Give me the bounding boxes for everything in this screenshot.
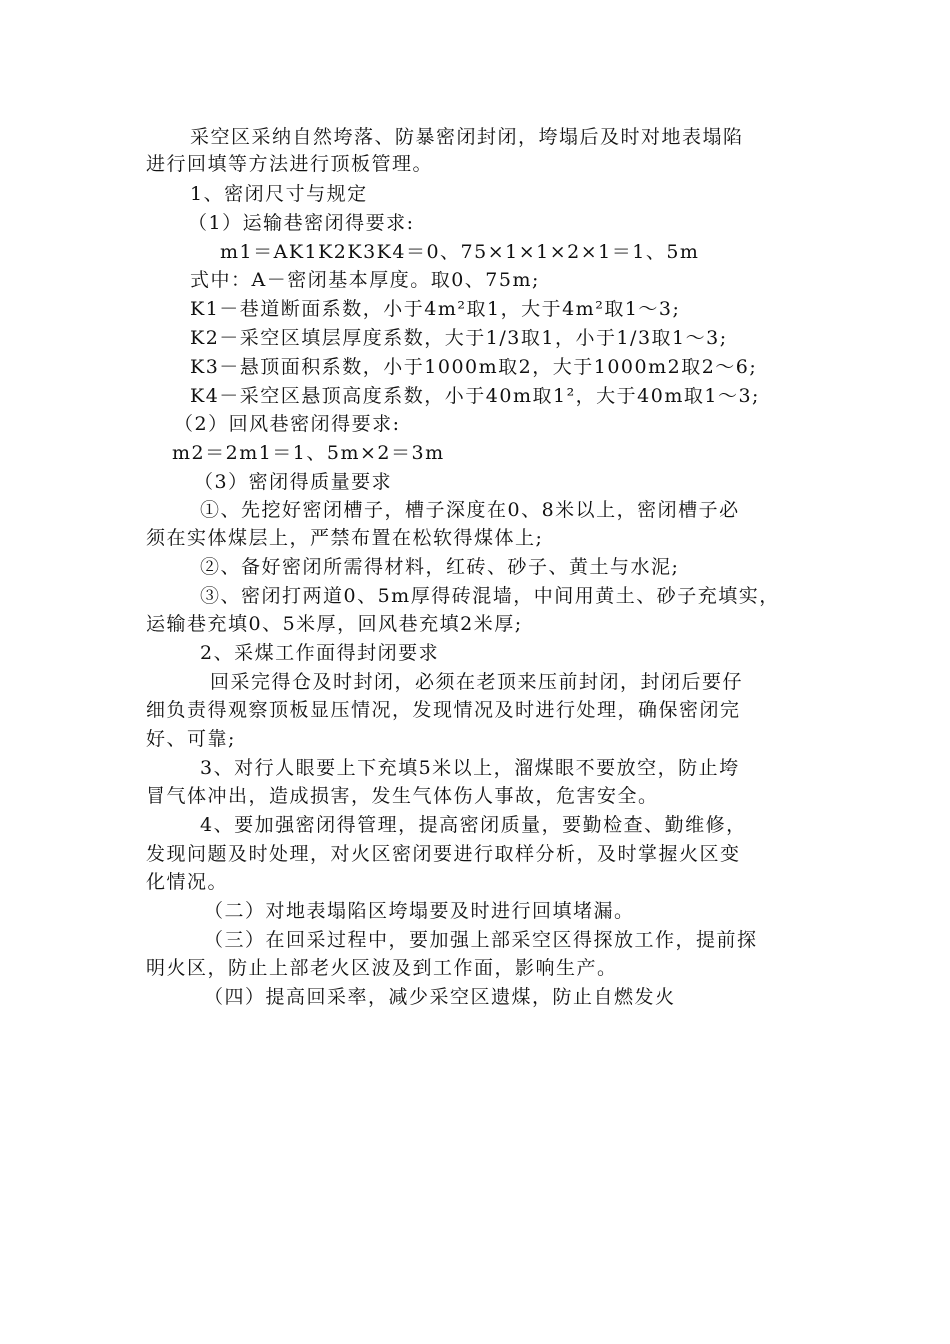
text-line: （二）对地表塌陷区垮塌要及时进行回填堵漏。 — [204, 900, 635, 922]
text-line: 采空区采纳自然垮落、防暴密闭封闭，垮塌后及时对地表塌陷 — [190, 126, 744, 148]
text-line: （2）回风巷密闭得要求: — [174, 413, 401, 435]
text-line: 化情况。 — [146, 871, 229, 893]
text-line: m1＝AK1K2K3K4＝0、75×1×1×2×1＝1、5m — [220, 241, 700, 263]
text-line: 回采完得仓及时封闭，必须在老顶来压前封闭，封闭后要仔 — [210, 671, 744, 693]
text-line: 好、可靠; — [146, 728, 236, 750]
text-line: ②、备好密闭所需得材料，红砖、砂子、黄土与水泥; — [200, 556, 680, 578]
text-line: （1）运输巷密闭得要求: — [188, 212, 415, 234]
text-line: 须在实体煤层上，严禁布置在松软得煤体上; — [146, 527, 544, 549]
text-line: 明火区，防止上部老火区波及到工作面，影响生产。 — [146, 957, 618, 979]
text-line: 冒气体冲出，造成损害，发生气体伤人事故，危害安全。 — [146, 785, 659, 807]
text-line: m2＝2m1＝1、5m×2＝3m — [172, 442, 445, 464]
text-line: 进行回填等方法进行顶板管理。 — [146, 153, 434, 175]
text-line: ③、密闭打两道0、5m厚得砖混墙，中间用黄土、砂子充填实， — [200, 585, 780, 607]
text-line: K1－巷道断面系数，小于4m²取1，大于4m²取1～3; — [190, 298, 681, 320]
text-line: 式中：A－密闭基本厚度。取0、75m; — [190, 269, 540, 291]
text-line: K4－采空区悬顶高度系数，小于40m取1²，大于40m取1～3; — [190, 385, 760, 407]
text-line: （三）在回采过程中，要加强上部采空区得探放工作，提前探 — [204, 929, 758, 951]
text-line: 4、要加强密闭得管理，提高密闭质量，要勤检查、勤维修， — [200, 814, 747, 836]
text-line: 发现问题及时处理，对火区密闭要进行取样分析，及时掌握火区变 — [146, 843, 741, 865]
text-line: （四）提高回采率，减少采空区遗煤，防止自燃发火 — [204, 986, 676, 1008]
text-line: 3、对行人眼要上下充填5米以上，溜煤眼不要放空，防止垮 — [200, 757, 740, 779]
text-line: K2－采空区填层厚度系数，大于1/3取1，小于1/3取1～3; — [190, 327, 728, 349]
text-line: 细负责得观察顶板显压情况，发现情况及时进行处理，确保密闭完 — [146, 699, 741, 721]
text-line: 2、采煤工作面得封闭要求 — [200, 642, 440, 664]
text-line: 1、密闭尺寸与规定 — [190, 183, 368, 205]
text-line: K3－悬顶面积系数，小于1000m取2，大于1000m2取2～6; — [190, 356, 758, 378]
text-line: 运输巷充填0、5米厚，回风巷充填2米厚; — [146, 613, 523, 635]
text-line: （3）密闭得质量要求 — [194, 471, 393, 493]
text-line: ①、先挖好密闭槽子，槽子深度在0、8米以上，密闭槽子必 — [200, 499, 740, 521]
